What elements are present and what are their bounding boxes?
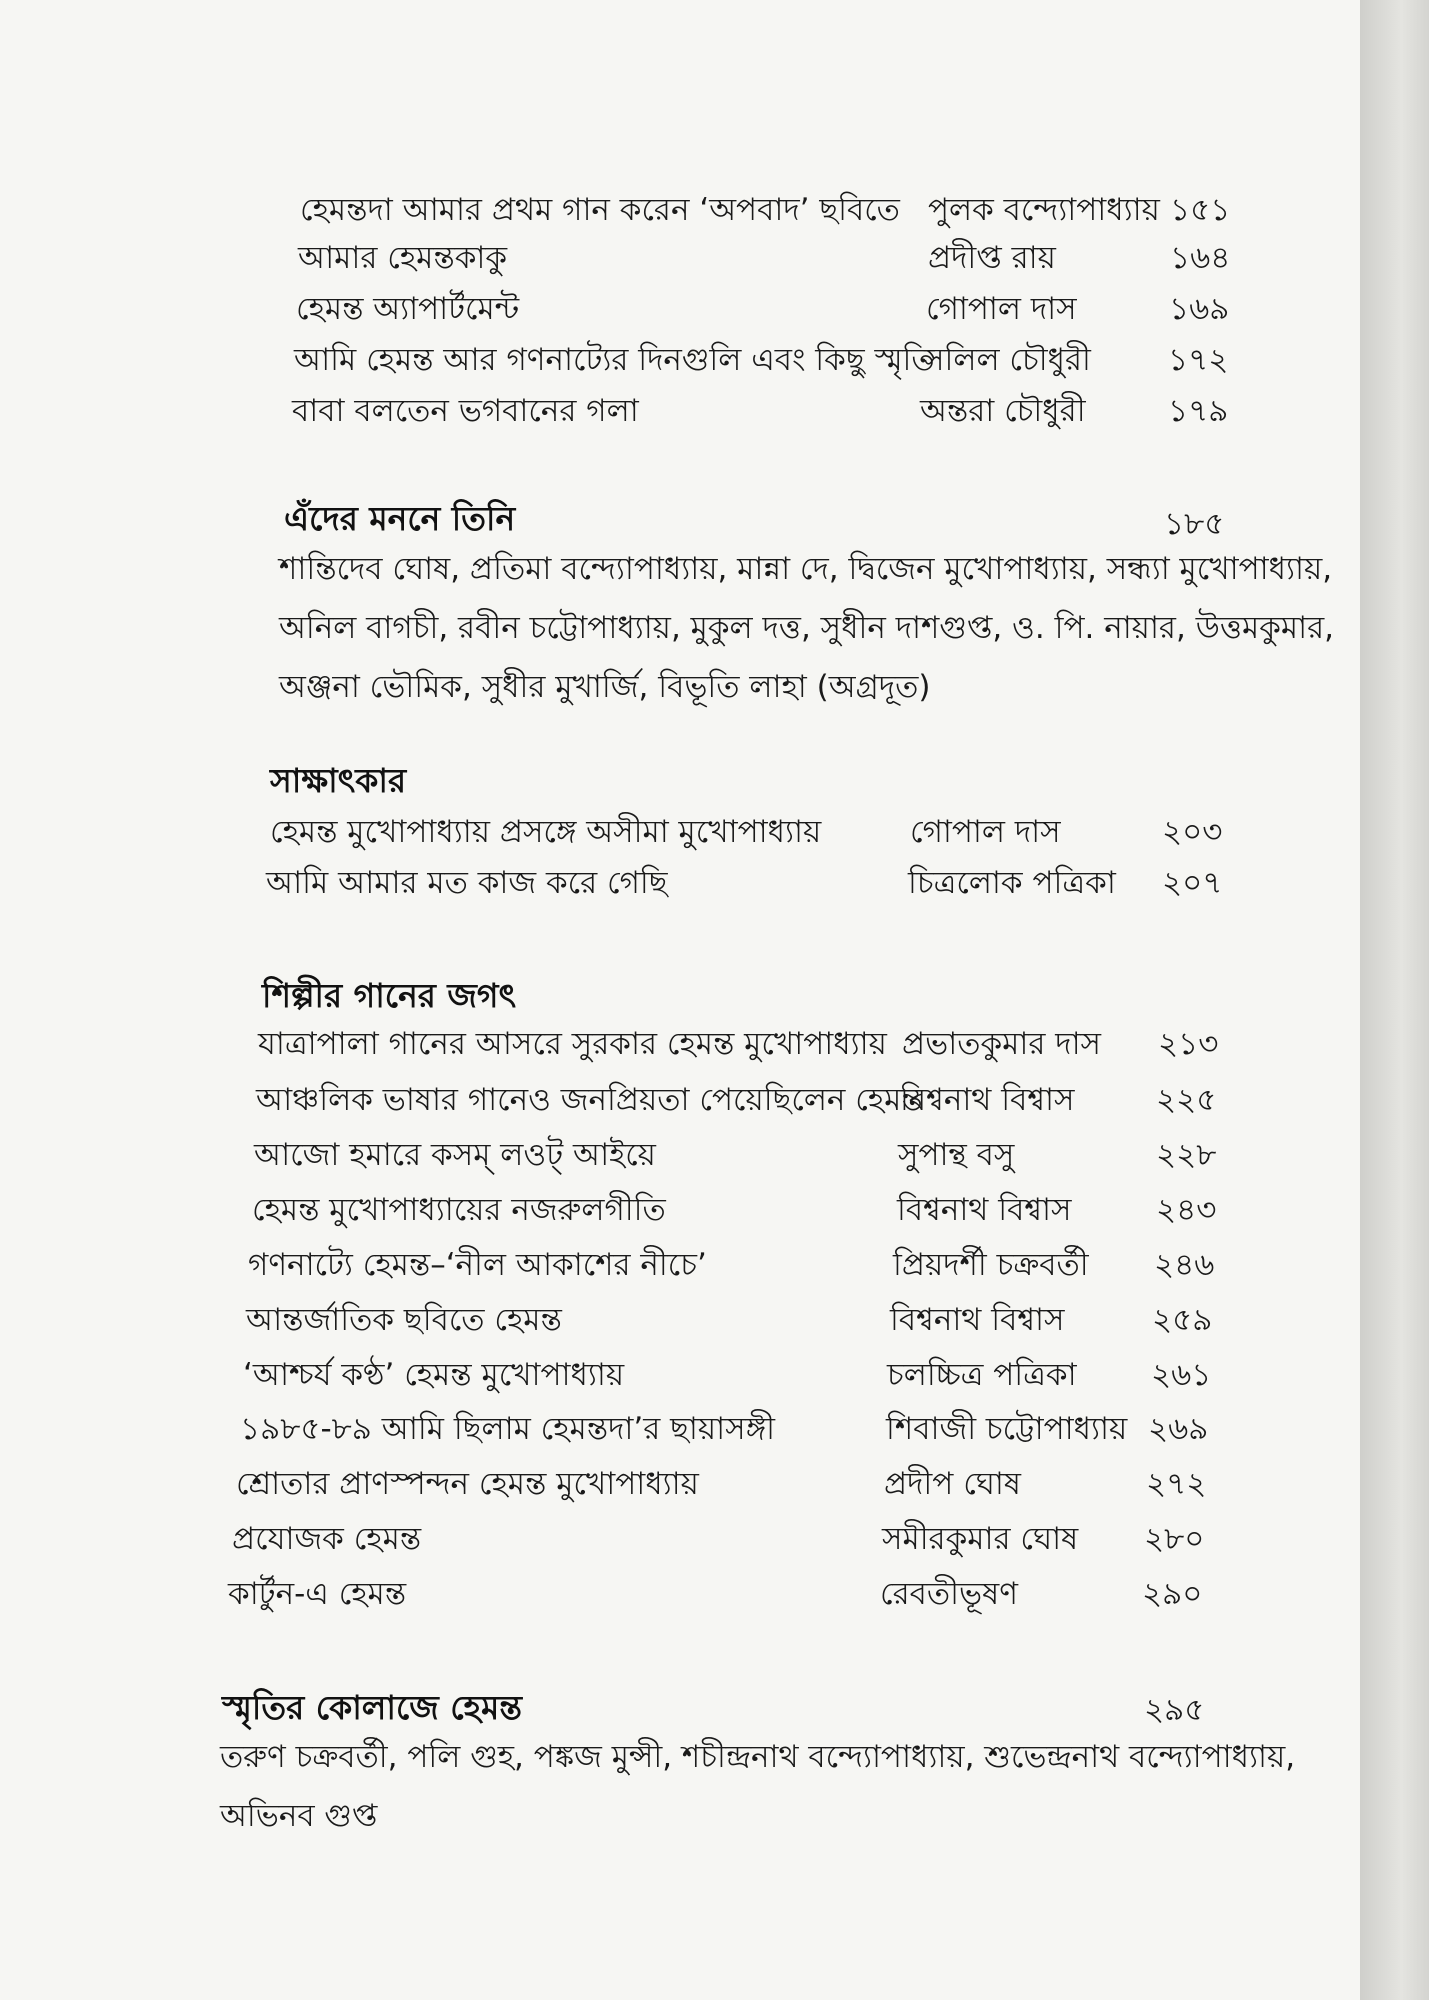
entry-author: পুলক বন্দ্যোপাধ্যায় (928, 192, 1160, 228)
toc-entry (240, 1405, 1209, 1449)
entry-author: গোপাল দাস (926, 291, 1077, 327)
toc-entry (248, 1241, 1215, 1285)
entry-page: ১৬৪ (1170, 240, 1231, 276)
section-names (220, 1728, 1295, 1846)
entry-title: হেমন্ত মুখোপাধ্যায় প্রসঙ্গে অসীমা মুখোপাধ্যায় (270, 814, 822, 850)
toc-entry (270, 808, 1223, 852)
toc-entry (296, 285, 1230, 329)
entry-page: ১৬৯ (1169, 291, 1230, 327)
entry-author: সুপান্থ বসু (898, 1137, 1015, 1173)
entry-author: সমীরকুমার ঘোষ (882, 1521, 1079, 1557)
entry-title: আঞ্চলিক ভাষার গানেও জনপ্রিয়তা পেয়েছিলেন হেমন্ত (256, 1082, 923, 1118)
names-line: অঞ্জনা ভৌমিক, সুধীর মুখার্জি, বিভূতি লাহা (অগ্রদূত) (279, 669, 931, 705)
entry-author: প্রদীপ ঘোষ (884, 1466, 1021, 1502)
toc-entry (300, 186, 1231, 230)
entry-title: আন্তর্জাতিক ছবিতে হেমন্ত (246, 1302, 562, 1338)
entry-page: ২৬৯ (1148, 1411, 1209, 1447)
section-heading: এঁদের মননে তিনি (284, 499, 516, 538)
entry-page: ২৯০ (1142, 1576, 1203, 1612)
entry-page: ২০৭ (1162, 865, 1223, 901)
entry-page: ১৭৯ (1168, 393, 1229, 429)
entry-author: গোপাল দাস (910, 814, 1061, 850)
names-line: অভিনব গুপ্ত (220, 1798, 378, 1834)
names-line: অনিল বাগচী, রবীন চট্টোপাধ্যায়, মুকুল দত্ত, সুধীন দাশগুপ্ত, ও. পি. নায়ার, উত্তমকুমার, (279, 610, 1335, 646)
entry-title: আজো হমারে কসম্ লওট্ আইয়ে (254, 1137, 656, 1173)
toc-entry (232, 1515, 1205, 1559)
entry-author: বিশ্বনাথ বিশ্বাস (900, 1082, 1075, 1118)
entry-author: চিত্রলোক পত্রিকা (908, 865, 1116, 901)
entry-title: প্রযোজক হেমন্ত (232, 1521, 422, 1557)
entry-page: ২৪৩ (1156, 1192, 1217, 1228)
section-heading: শিল্পীর গানের জগৎ (262, 976, 517, 1015)
entry-title: আমার হেমন্তকাকু (298, 240, 508, 276)
entry-page: ১৭২ (1168, 342, 1229, 378)
toc-entry (243, 1351, 1212, 1395)
section-heading: স্মৃতির কোলাজে হেমন্ত (222, 1688, 523, 1727)
entry-author: প্রদীপ্ত রায় (928, 240, 1056, 276)
entry-author: অন্তরা চৌধুরী (920, 393, 1086, 429)
entry-page: ২১৩ (1158, 1026, 1219, 1062)
toc-entry (298, 234, 1231, 278)
entry-title: ‘আশ্চর্য কণ্ঠ’ হেমন্ত মুখোপাধ্যায় (243, 1357, 625, 1393)
entry-title: বাবা বলতেন ভগবানের গলা (292, 393, 639, 429)
toc-entry (266, 859, 1223, 903)
toc-entry (294, 336, 1229, 380)
toc-entry (236, 1460, 1207, 1504)
toc-entry (256, 1076, 1216, 1120)
entry-title: আমি হেমন্ত আর গণনাট্যের দিনগুলি এবং কিছু স্মৃতি (294, 342, 935, 378)
toc-entry (292, 387, 1229, 431)
entry-author: বিশ্বনাথ বিশ্বাস (890, 1302, 1065, 1338)
entry-page: ২২৮ (1156, 1137, 1217, 1173)
entry-author: প্রভাতকুমার দাস (902, 1026, 1102, 1062)
section-names (279, 540, 1334, 717)
entry-title: হেমন্ত মুখোপাধ্যায়ের নজরুলগীতি (252, 1192, 666, 1228)
entry-page: ২৮০ (1144, 1521, 1205, 1557)
names-line: তরুণ চক্রবর্তী, পলি গুহ, পঙ্কজ মুন্সী, শচীন্দ্রনাথ বন্দ্যোপাধ্যায়, শুভেন্দ্রনাথ বন্দ্যোপাধ্যায়, (220, 1739, 1296, 1775)
section-heading: সাক্ষাৎকার (270, 761, 407, 800)
entry-title: হেমন্ত অ্যাপার্টমেন্ট (296, 291, 520, 327)
entry-page: ২২৫ (1156, 1082, 1217, 1118)
names-line: শান্তিদেব ঘোষ, প্রতিমা বন্দ্যোপাধ্যায়, মান্না দে, দ্বিজেন মুখোপাধ্যায়, সন্ধ্যা মুখোপাধ্যায়, (279, 551, 1333, 587)
entry-author: শিবাজী চট্টোপাধ্যায় (886, 1411, 1128, 1447)
toc-entry (246, 1296, 1213, 1340)
entry-page: ১৫১ (1170, 192, 1231, 228)
toc-entry (254, 1131, 1217, 1175)
entry-page: ২০৩ (1162, 814, 1223, 850)
entry-title: হেমন্তদা আমার প্রথম গান করেন ‘অপবাদ’ ছবিতে (300, 192, 900, 228)
entry-title: গণনাট্যে হেমন্ত–‘নীল আকাশের নীচে’ (248, 1247, 707, 1283)
entry-title: আমি আমার মত কাজ করে গেছি (266, 865, 668, 901)
entry-author: সলিল চৌধুরী (924, 342, 1091, 378)
entry-author: প্রিয়দর্শী চক্রবর্তী (893, 1247, 1089, 1283)
entry-page: ২৫৯ (1152, 1302, 1213, 1338)
toc-entry (252, 1186, 1217, 1230)
entry-page: ২৭২ (1146, 1466, 1207, 1502)
entry-page: ২৬১ (1151, 1357, 1212, 1393)
entry-title: শ্রোতার প্রাণস্পন্দন হেমন্ত মুখোপাধ্যায় (236, 1466, 699, 1502)
section-page: ২৯৫ (1144, 1692, 1205, 1728)
entry-title: যাত্রাপালা গানের আসরে সুরকার হেমন্ত মুখোপাধ্যায় (258, 1026, 887, 1062)
toc-entry (228, 1570, 1203, 1614)
entry-title: কার্টুন-এ হেমন্ত (228, 1576, 407, 1612)
section-page: ১৮৫ (1164, 506, 1225, 542)
entry-title: ১৯৮৫-৮৯ আমি ছিলাম হেমন্তদা’র ছায়াসঙ্গী (240, 1411, 776, 1447)
entry-author: রেবতীভূষণ (880, 1576, 1018, 1612)
entry-page: ২৪৬ (1154, 1247, 1215, 1283)
book-spine-edge (1360, 0, 1429, 2000)
entry-author: বিশ্বনাথ বিশ্বাস (897, 1192, 1072, 1228)
toc-entry (258, 1020, 1218, 1064)
entry-author: চলচ্চিত্র পত্রিকা (887, 1357, 1077, 1393)
